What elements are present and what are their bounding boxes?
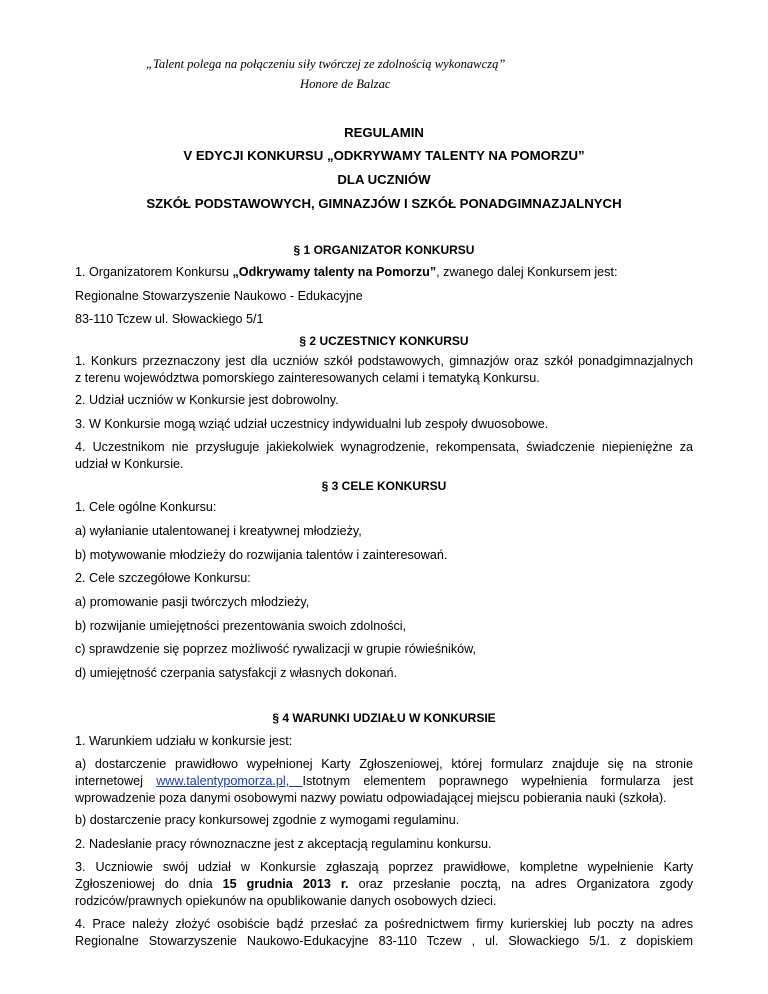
general-goal-a: a) wyłanianie utalentowanej i kreatywnej młodzieży, — [75, 524, 362, 538]
section-4-paragraph-4-line-1: 4. Prace należy złożyć osobiście bądź przesłać za pośrednictwem firmy kurierskiej lub poczty na adres — [75, 917, 693, 931]
condition-a-line-2: internetowej www.talentypomorza.pl, Istotnym elementem poprawnego wypełnienia formularza jest — [75, 774, 694, 788]
title-school-types: SZKÓŁ PODSTAWOWYCH, GIMNAZJÓW I SZKÓŁ PONADGIMNAZJALNYCH — [146, 196, 622, 211]
organizer-name: Regionalne Stowarzyszenie Naukowo - Edukacyjne — [75, 289, 363, 303]
section-4-paragraph-1: 1. Warunkiem udziału w konkursie jest: — [75, 734, 293, 748]
section-4-paragraph-4-line-2: Regionalne Stowarzyszenie Naukowo-Edukacyjne 83-110 Tczew , ul. Słowackiego 5/1. z dopiskiem — [75, 934, 693, 948]
specific-goal-d: d) umiejętność czerpania satysfakcji z własnych dokonań. — [75, 666, 397, 680]
section-4-paragraph-3-line-3: rodziców/prawnych opiekunów na opublikowanie danych osobowych dzieci. — [75, 894, 497, 908]
general-goals-heading: 1. Cele ogólne Konkursu: — [75, 500, 217, 514]
section-4-heading: § 4 WARUNKI UDZIAŁU W KONKURSIE — [272, 711, 496, 725]
section-3-heading: § 3 CELE KONKURSU — [321, 479, 447, 493]
section-4-paragraph-3-line-1: 3. Uczniowie swój udział w Konkursie zgłaszają poprzez prawidłowe, kompletne wypełnienie Karty — [75, 860, 693, 874]
section-2-paragraph-2: 2. Udział uczniów w Konkursie jest dobrowolny. — [75, 393, 339, 407]
condition-b: b) dostarczenie pracy konkursowej zgodnie z wymogami regulaminu. — [75, 813, 460, 827]
section-4-paragraph-3-line-2: Zgłoszeniowej do dnia 15 grudnia 2013 r. oraz przesłanie pocztą, na adres Organizatora zgody — [75, 877, 693, 891]
section-2-heading: § 2 UCZESTNICY KONKURSU — [299, 334, 469, 348]
section-2-paragraph-1-line-2: z terenu województwa pomorskiego zainteresowanych celami i tematyką Konkursu. — [75, 371, 540, 385]
section-1-paragraph-1: 1. Organizatorem Konkursu „Odkrywamy talenty na Pomorzu”, zwanego dalej Konkursem jest: — [75, 265, 618, 279]
specific-goal-b: b) rozwijanie umiejętności prezentowania swoich zdolności, — [75, 619, 407, 633]
specific-goals-heading: 2. Cele szczegółowe Konkursu: — [75, 571, 251, 585]
condition-a-line-3: wprowadzenie poza danymi osobowymi nazwy powiatu odpowiadającej miejscu pobierania nauki (szkoła). — [75, 791, 667, 805]
specific-goal-a: a) promowanie pasji twórczych młodzieży, — [75, 595, 310, 609]
motto-quote: „Talent polega na połączeniu siły twórczej ze zdolnością wykonawczą” — [146, 57, 506, 71]
section-2-paragraph-4-line-1: 4. Uczestnikom nie przysługuje jakiekolwiek wynagrodzenie, rekompensata, świadczenie niepieniężne za — [75, 440, 693, 454]
section-2-paragraph-1-line-1: 1. Konkurs przeznaczony jest dla uczniów szkół podstawowych, gimnazjów oraz szkół ponadgimnazjalnych — [75, 354, 693, 368]
section-2-paragraph-3: 3. W Konkursie mogą wziąć udział uczestnicy indywidualni lub zespoły dwuosobowe. — [75, 417, 549, 431]
motto-author: Honore de Balzac — [300, 77, 391, 91]
general-goal-b: b) motywowanie młodzieży do rozwijania talentów i zainteresowań. — [75, 548, 448, 562]
title-for-students: DLA UCZNIÓW — [337, 172, 431, 187]
title-regulamin: REGULAMIN — [344, 125, 424, 140]
condition-a-line-1: a) dostarczenie prawidłowo wypełnionej Karty Zgłoszeniowej, której formularz znajduje się na stronie — [75, 757, 693, 771]
organizer-address: 83-110 Tczew ul. Słowackiego 5/1 — [75, 312, 264, 326]
section-1-heading: § 1 ORGANIZATOR KONKURSU — [293, 243, 475, 257]
website-link[interactable]: www.talentypomorza.pl, — [156, 774, 303, 788]
specific-goal-c: c) sprawdzenie się poprzez możliwość rywalizacji w grupie rówieśników, — [75, 642, 477, 656]
title-edition: V EDYCJI KONKURSU „ODKRYWAMY TALENTY NA POMORZU” — [183, 148, 585, 163]
section-4-paragraph-2: 2. Nadesłanie pracy równoznaczne jest z akceptacją regulaminu konkursu. — [75, 837, 492, 851]
section-2-paragraph-4-line-2: udział w Konkursie. — [75, 457, 184, 471]
